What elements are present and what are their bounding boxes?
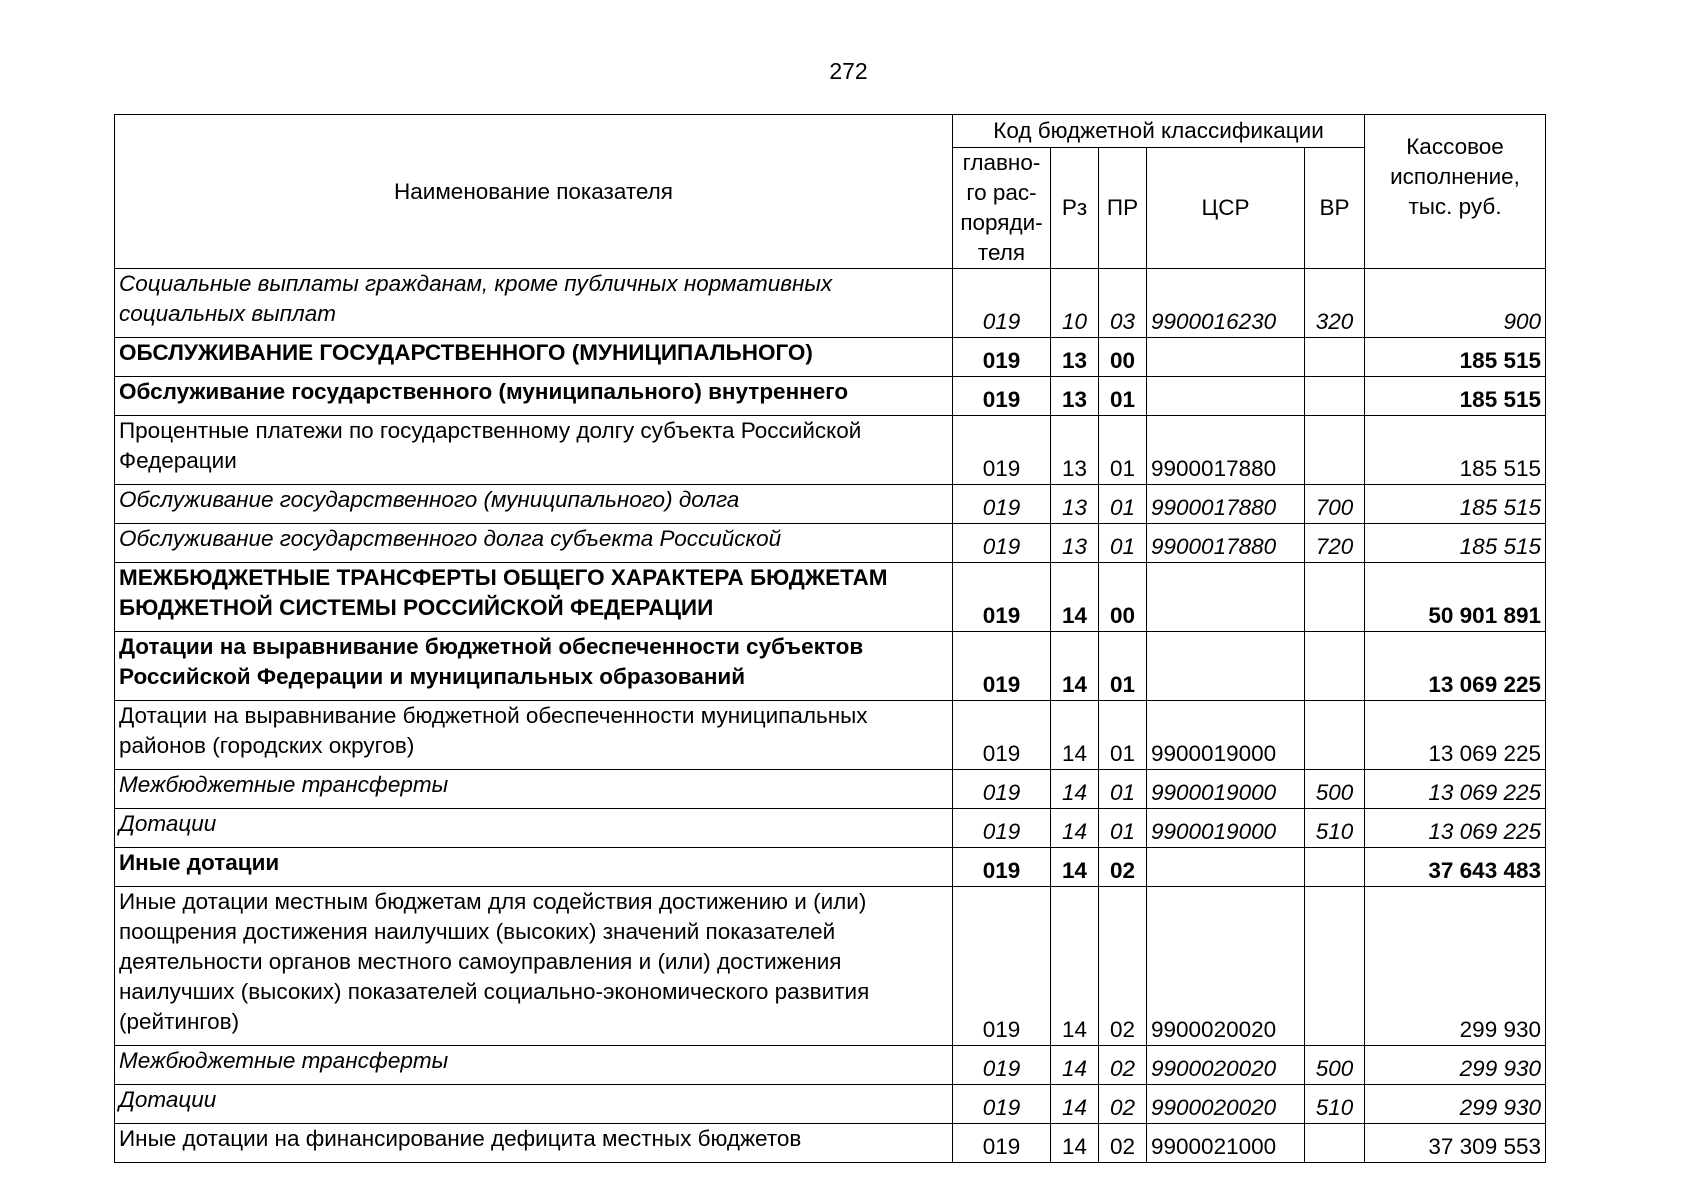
header-amount-text: Кассовое исполнение, тыс. руб. bbox=[1390, 133, 1520, 219]
header-code-group: Код бюджетной классификации bbox=[953, 115, 1365, 148]
page-number: 272 bbox=[829, 58, 868, 84]
row-name-text: Иные дотации на финансирование дефицита местных бюджетов bbox=[119, 1126, 802, 1151]
row-main-manager-code: 019 bbox=[953, 485, 1051, 524]
row-rz-code: 13 bbox=[1051, 524, 1099, 563]
table-row bbox=[115, 887, 1546, 1046]
row-pr-code: 00 bbox=[1099, 338, 1147, 377]
row-name-text: Иные дотации bbox=[119, 850, 280, 875]
row-csr-code: 9900017880 bbox=[1147, 524, 1305, 563]
row-pr-code: 01 bbox=[1099, 524, 1147, 563]
row-name-text: Дотации bbox=[119, 1087, 217, 1112]
row-rz-code: 14 bbox=[1051, 1124, 1099, 1163]
row-main-manager-code: 019 bbox=[953, 524, 1051, 563]
table-row bbox=[115, 377, 1546, 416]
row-name-text: Дотации на выравнивание бюджетной обеспеченности субъектов Российской Федерации и муниципальных образований bbox=[119, 634, 864, 689]
row-name bbox=[115, 1124, 953, 1163]
row-csr-code: 9900019000 bbox=[1147, 809, 1305, 848]
row-rz-code: 14 bbox=[1051, 887, 1099, 1046]
row-pr-code: 02 bbox=[1099, 1085, 1147, 1124]
row-vr-code bbox=[1305, 701, 1365, 770]
row-amount: 13 069 225 bbox=[1365, 809, 1546, 848]
table-row bbox=[115, 770, 1546, 809]
row-name-text: Обслуживание государственного (муниципального) внутреннего bbox=[119, 379, 849, 404]
header-main-manager bbox=[953, 148, 1051, 269]
header-name: Наименование показателя bbox=[115, 115, 953, 269]
row-csr-code bbox=[1147, 338, 1305, 377]
row-rz-code: 14 bbox=[1051, 770, 1099, 809]
row-main-manager-code: 019 bbox=[953, 1124, 1051, 1163]
table-body bbox=[115, 269, 1546, 1163]
row-name bbox=[115, 632, 953, 701]
row-name-text: Межбюджетные трансферты bbox=[119, 1048, 449, 1073]
row-amount: 299 930 bbox=[1365, 1085, 1546, 1124]
row-amount: 37 309 553 bbox=[1365, 1124, 1546, 1163]
row-rz-code: 14 bbox=[1051, 1046, 1099, 1085]
row-amount: 185 515 bbox=[1365, 338, 1546, 377]
budget-table bbox=[114, 114, 1546, 1163]
row-vr-code: 510 bbox=[1305, 809, 1365, 848]
row-pr-code: 00 bbox=[1099, 563, 1147, 632]
row-main-manager-code: 019 bbox=[953, 1085, 1051, 1124]
header-rz: Рз bbox=[1051, 148, 1099, 269]
row-rz-code: 14 bbox=[1051, 1085, 1099, 1124]
row-name bbox=[115, 338, 953, 377]
row-amount: 50 901 891 bbox=[1365, 563, 1546, 632]
table-row bbox=[115, 563, 1546, 632]
header-amount bbox=[1365, 115, 1546, 269]
row-amount: 185 515 bbox=[1365, 524, 1546, 563]
row-vr-code: 720 bbox=[1305, 524, 1365, 563]
row-main-manager-code: 019 bbox=[953, 770, 1051, 809]
row-name bbox=[115, 563, 953, 632]
row-name bbox=[115, 524, 953, 563]
header-vr: ВР bbox=[1305, 148, 1365, 269]
row-csr-code bbox=[1147, 563, 1305, 632]
row-amount: 13 069 225 bbox=[1365, 701, 1546, 770]
row-name-text: Дотации bbox=[119, 811, 217, 836]
row-csr-code: 9900017880 bbox=[1147, 485, 1305, 524]
row-main-manager-code: 019 bbox=[953, 563, 1051, 632]
row-name-text: Иные дотации местным бюджетам для содействия достижению и (или) поощрения достижения наилучших (высоких) значений показателей деятельности органов местного самоуправления и (или) достижения наилучших (высоких) показателей социально-экономического развития (рейтингов) bbox=[119, 889, 870, 1034]
table-row bbox=[115, 1124, 1546, 1163]
table-row bbox=[115, 809, 1546, 848]
row-pr-code: 01 bbox=[1099, 416, 1147, 485]
row-rz-code: 14 bbox=[1051, 848, 1099, 887]
row-vr-code bbox=[1305, 563, 1365, 632]
row-vr-code bbox=[1305, 632, 1365, 701]
table-row bbox=[115, 269, 1546, 338]
row-csr-code: 9900019000 bbox=[1147, 701, 1305, 770]
row-vr-code: 500 bbox=[1305, 770, 1365, 809]
row-pr-code: 01 bbox=[1099, 632, 1147, 701]
header-pr: ПР bbox=[1099, 148, 1147, 269]
row-main-manager-code: 019 bbox=[953, 1046, 1051, 1085]
table-row bbox=[115, 848, 1546, 887]
row-pr-code: 01 bbox=[1099, 377, 1147, 416]
row-csr-code: 9900020020 bbox=[1147, 1085, 1305, 1124]
row-rz-code: 10 bbox=[1051, 269, 1099, 338]
row-csr-code: 9900017880 bbox=[1147, 416, 1305, 485]
row-main-manager-code: 019 bbox=[953, 887, 1051, 1046]
header-row-top bbox=[115, 115, 1546, 148]
table-row bbox=[115, 632, 1546, 701]
table-row bbox=[115, 1046, 1546, 1085]
row-main-manager-code: 019 bbox=[953, 338, 1051, 377]
header-main-manager-text: главно- го рас- поряди- теля bbox=[960, 150, 1043, 265]
row-amount: 13 069 225 bbox=[1365, 770, 1546, 809]
row-main-manager-code: 019 bbox=[953, 416, 1051, 485]
row-name-text: Обслуживание государственного долга субъекта Российской bbox=[119, 526, 782, 551]
table-row bbox=[115, 416, 1546, 485]
row-name bbox=[115, 1046, 953, 1085]
row-pr-code: 01 bbox=[1099, 701, 1147, 770]
row-amount: 900 bbox=[1365, 269, 1546, 338]
row-rz-code: 14 bbox=[1051, 563, 1099, 632]
row-name-text: МЕЖБЮДЖЕТНЫЕ ТРАНСФЕРТЫ ОБЩЕГО ХАРАКТЕРА БЮДЖЕТАМ БЮДЖЕТНОЙ СИСТЕМЫ РОССИЙСКОЙ ФЕДЕРАЦИИ bbox=[119, 565, 888, 620]
row-name bbox=[115, 701, 953, 770]
row-main-manager-code: 019 bbox=[953, 269, 1051, 338]
row-pr-code: 03 bbox=[1099, 269, 1147, 338]
row-vr-code: 700 bbox=[1305, 485, 1365, 524]
row-csr-code: 9900020020 bbox=[1147, 1046, 1305, 1085]
row-main-manager-code: 019 bbox=[953, 377, 1051, 416]
header-csr: ЦСР bbox=[1147, 148, 1305, 269]
row-name bbox=[115, 809, 953, 848]
row-pr-code: 02 bbox=[1099, 848, 1147, 887]
row-csr-code bbox=[1147, 848, 1305, 887]
row-name-text: Межбюджетные трансферты bbox=[119, 772, 449, 797]
row-name-text: Дотации на выравнивание бюджетной обеспеченности муниципальных районов (городских округов) bbox=[119, 703, 868, 758]
row-pr-code: 02 bbox=[1099, 1124, 1147, 1163]
row-main-manager-code: 019 bbox=[953, 809, 1051, 848]
row-csr-code: 9900020020 bbox=[1147, 887, 1305, 1046]
row-name-text: Социальные выплаты гражданам, кроме публичных нормативных социальных выплат bbox=[119, 271, 833, 326]
row-pr-code: 01 bbox=[1099, 809, 1147, 848]
row-csr-code: 9900016230 bbox=[1147, 269, 1305, 338]
row-vr-code bbox=[1305, 416, 1365, 485]
row-rz-code: 14 bbox=[1051, 632, 1099, 701]
row-csr-code: 9900021000 bbox=[1147, 1124, 1305, 1163]
table-row bbox=[115, 524, 1546, 563]
row-amount: 185 515 bbox=[1365, 416, 1546, 485]
row-rz-code: 14 bbox=[1051, 809, 1099, 848]
row-name-text: Обслуживание государственного (муниципального) долга bbox=[119, 487, 740, 512]
row-amount: 299 930 bbox=[1365, 887, 1546, 1046]
row-vr-code bbox=[1305, 1124, 1365, 1163]
row-vr-code bbox=[1305, 377, 1365, 416]
row-name bbox=[115, 377, 953, 416]
row-vr-code: 500 bbox=[1305, 1046, 1365, 1085]
row-name bbox=[115, 485, 953, 524]
row-vr-code bbox=[1305, 887, 1365, 1046]
row-rz-code: 13 bbox=[1051, 377, 1099, 416]
row-amount: 185 515 bbox=[1365, 485, 1546, 524]
table-row bbox=[115, 701, 1546, 770]
row-name bbox=[115, 416, 953, 485]
table-row bbox=[115, 1085, 1546, 1124]
row-name bbox=[115, 770, 953, 809]
row-vr-code bbox=[1305, 848, 1365, 887]
row-main-manager-code: 019 bbox=[953, 848, 1051, 887]
row-name bbox=[115, 887, 953, 1046]
row-name-text: Процентные платежи по государственному долгу субъекта Российской Федерации bbox=[119, 418, 862, 473]
row-amount: 13 069 225 bbox=[1365, 632, 1546, 701]
table-row bbox=[115, 485, 1546, 524]
row-csr-code bbox=[1147, 632, 1305, 701]
row-vr-code: 320 bbox=[1305, 269, 1365, 338]
row-pr-code: 01 bbox=[1099, 770, 1147, 809]
row-pr-code: 02 bbox=[1099, 887, 1147, 1046]
table-row bbox=[115, 338, 1546, 377]
row-name-text: ОБСЛУЖИВАНИЕ ГОСУДАРСТВЕННОГО (МУНИЦИПАЛЬНОГО) bbox=[119, 340, 813, 365]
row-rz-code: 14 bbox=[1051, 701, 1099, 770]
row-amount: 185 515 bbox=[1365, 377, 1546, 416]
row-rz-code: 13 bbox=[1051, 338, 1099, 377]
row-vr-code bbox=[1305, 338, 1365, 377]
row-main-manager-code: 019 bbox=[953, 701, 1051, 770]
row-csr-code bbox=[1147, 377, 1305, 416]
row-main-manager-code: 019 bbox=[953, 632, 1051, 701]
row-csr-code: 9900019000 bbox=[1147, 770, 1305, 809]
row-name bbox=[115, 1085, 953, 1124]
row-amount: 299 930 bbox=[1365, 1046, 1546, 1085]
row-vr-code: 510 bbox=[1305, 1085, 1365, 1124]
row-rz-code: 13 bbox=[1051, 416, 1099, 485]
row-name bbox=[115, 269, 953, 338]
row-amount: 37 643 483 bbox=[1365, 848, 1546, 887]
row-name bbox=[115, 848, 953, 887]
row-rz-code: 13 bbox=[1051, 485, 1099, 524]
row-pr-code: 01 bbox=[1099, 485, 1147, 524]
row-pr-code: 02 bbox=[1099, 1046, 1147, 1085]
